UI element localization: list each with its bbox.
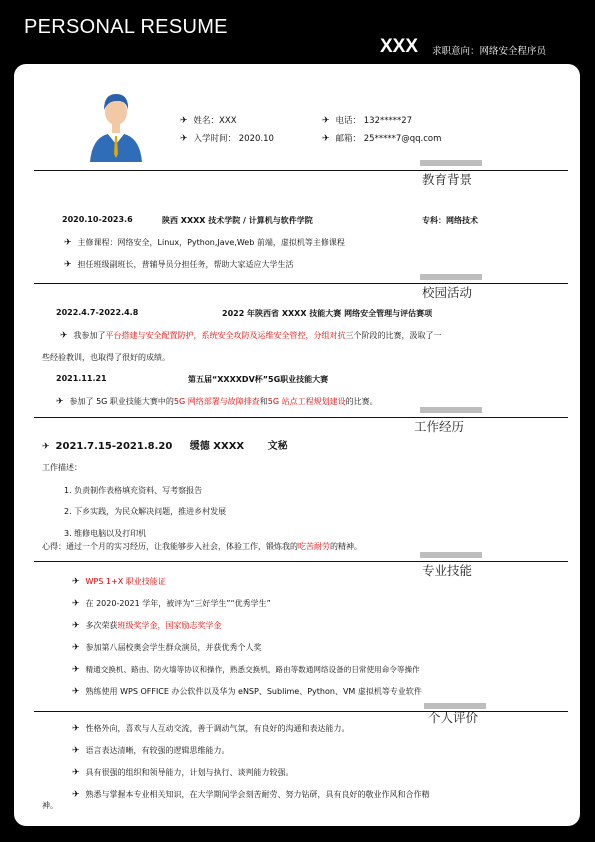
- campus-event1-title: 2022 年陕西省 XXXX 技能大赛 网络安全管理与评估赛项: [222, 309, 433, 318]
- list-item: ✈ 参加第八届校奥会学生群众演员，并获优秀个人奖: [72, 643, 262, 653]
- job-intent: 求职意向：网络安全程序员: [432, 46, 547, 57]
- list-item: 2. 下乡实践，为民众解决问题，推进乡村发展: [64, 507, 227, 516]
- evaluation-heading: 个人评价: [428, 710, 479, 725]
- list-item: ✈ 具有很强的组织和领导能力，计划与执行、谈判能力较强。: [72, 768, 294, 778]
- list-item: ✈ 熟悉与掌握本专业相关知识，在大学期间学会刻苦耐劳、努力钻研，具有良好的敬业作风和合作精: [72, 790, 430, 800]
- section-tab: [420, 552, 482, 558]
- plane-arrow-icon: ✈: [72, 577, 80, 587]
- education-heading: 教育背景: [422, 172, 473, 187]
- plane-arrow-icon: ✈: [72, 790, 80, 800]
- list-item: ✈ 担任班级副班长，普辅导员分担任务，帮助大家适应大学生活: [64, 260, 294, 270]
- list-item: ✈ 性格外向，喜欢与人互动交流，善于调动气氛，有良好的沟通和表达能力。: [72, 724, 350, 734]
- campus-heading: 校园活动: [422, 285, 473, 300]
- section-tab: [420, 274, 482, 280]
- profile-enroll: ✈ 入学时间： 2020.10: [180, 134, 274, 144]
- work-header: ✈ 2021.7.15-2021.8.20 缓德 XXXX 文秘: [42, 441, 288, 452]
- plane-arrow-icon: ✈: [72, 643, 80, 653]
- plane-arrow-icon: ✈: [64, 260, 72, 270]
- section-divider: [34, 283, 568, 284]
- education-date: 2020.10-2023.6: [62, 215, 133, 224]
- work-desc-label: 工作描述：: [42, 463, 82, 472]
- education-major: 专科：网络技术: [422, 216, 478, 225]
- campus-event1-desc-line2: 些经验教训，也取得了很好的成绩。: [42, 353, 170, 362]
- campus-event2-desc: ✈ 参加了 5G 职业技能大赛中的5G 网络部署与故障排查和5G 站点工程规划建设的比赛。: [56, 397, 378, 407]
- campus-event2-title: 第五届“XXXXDV杯”5G职业技能大赛: [188, 375, 329, 384]
- header-bar: [0, 0, 595, 62]
- plane-arrow-icon: ✈: [180, 134, 188, 144]
- applicant-name: XXX: [380, 36, 419, 57]
- section-tab: [420, 160, 482, 166]
- list-item: ✈ WPS 1+X 职业技能证: [72, 577, 166, 587]
- section-divider: [34, 561, 568, 562]
- campus-event1-date: 2022.4.7-2022.4.8: [56, 308, 139, 317]
- plane-arrow-icon: ✈: [72, 746, 80, 756]
- list-item: 3. 维修电脑以及打印机: [64, 529, 147, 538]
- plane-arrow-icon: ✈: [72, 687, 80, 697]
- plane-arrow-icon: ✈: [42, 442, 50, 452]
- plane-arrow-icon: ✈: [180, 116, 188, 126]
- list-item: ✈ 主修课程：网络安全，Linux，Python,Jave,Web 前端，虚拟机等主修课程: [64, 238, 345, 248]
- skills-heading: 专业技能: [422, 563, 473, 578]
- list-item: ✈ 熟练使用 WPS OFFICE 办公软件以及华为 eNSP、Sublime、Python、VM 虚拟机等专业软件: [72, 687, 422, 697]
- plane-arrow-icon: ✈: [56, 397, 64, 407]
- section-divider: [34, 170, 568, 171]
- plane-arrow-icon: ✈: [322, 116, 330, 126]
- section-tab: [420, 407, 482, 413]
- plane-arrow-icon: ✈: [60, 331, 68, 341]
- campus-event2-date: 2021.11.21: [56, 374, 107, 383]
- work-heading: 工作经历: [414, 419, 465, 434]
- person-icon: [84, 86, 148, 162]
- list-item-tail: 神。: [42, 801, 58, 810]
- plane-arrow-icon: ✈: [72, 599, 80, 609]
- list-item: ✈ 在 2020-2021 学年，被评为“三好学生”“优秀学生”: [72, 599, 271, 609]
- avatar: [84, 86, 148, 162]
- campus-event1-desc: ✈ 我参加了平台搭建与安全配置防护，系统安全攻防及运维安全管控，分组对抗三个阶段的比赛，汲取了一: [60, 331, 442, 341]
- list-item: ✈ 精通交换机、路由、防火墙等协议和操作，熟悉交换机，路由等数通网络设备的日常使用命令等操作: [72, 665, 420, 675]
- plane-arrow-icon: ✈: [322, 134, 330, 144]
- profile-email: ✈ 邮箱： 25*****7@qq.com: [322, 134, 442, 144]
- plane-arrow-icon: ✈: [72, 621, 80, 631]
- list-item: ✈ 多次荣获班级奖学金，国家励志奖学金: [72, 621, 222, 631]
- section-divider: [34, 417, 568, 418]
- plane-arrow-icon: ✈: [72, 768, 80, 778]
- work-summary: 心得：通过一个月的实习经历，让我能够步入社会，体验工作，锻炼我的吃苦耐劳的精神。: [42, 542, 362, 551]
- plane-arrow-icon: ✈: [72, 724, 80, 734]
- profile-name: ✈ 姓名：XXX: [180, 116, 237, 126]
- list-item: 1. 负责制作表格填充资料、写考察报告: [64, 486, 203, 495]
- plane-arrow-icon: ✈: [72, 665, 80, 675]
- list-item: ✈ 语言表达清晰，有较强的逻辑思维能力。: [72, 746, 230, 756]
- plane-arrow-icon: ✈: [64, 238, 72, 248]
- profile-phone: ✈ 电话： 132*****27: [322, 116, 413, 126]
- education-school: 陕西 XXXX 技术学院 / 计算机与软件学院: [162, 216, 313, 225]
- brand-title: PERSONAL RESUME: [24, 16, 228, 38]
- section-divider: [34, 711, 568, 712]
